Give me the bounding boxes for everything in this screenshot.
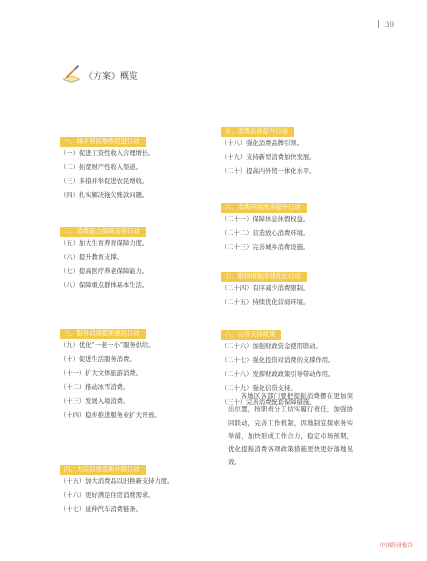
list-item: （六）提升教育支撑。: [60, 254, 123, 261]
list-item: （十六）更好满足住房消费需求。: [60, 492, 155, 499]
section-title: 三、服务消费提质惠民行动: [60, 329, 146, 339]
section-items: [60, 147, 220, 203]
page-number-divider: [378, 20, 379, 28]
list-item: （二十四）有序减少消费限制。: [221, 285, 310, 292]
list-item: （二十二）营造放心消费环境。: [221, 230, 310, 237]
list-item: （五）加大生育养育保障力度。: [60, 240, 149, 247]
list-item: （二十九）强化信贷支持。: [221, 385, 297, 392]
list-item: （二十八）发挥财政政策引导带动作用。: [221, 371, 335, 378]
section-items: [221, 137, 381, 179]
section-bulk-consumption: [60, 456, 220, 517]
section-items: [221, 213, 381, 255]
section-title: 二、消费能力保障支持行动: [60, 227, 146, 237]
section-income: [60, 128, 220, 203]
list-item: （十三）发展入境消费。: [60, 398, 130, 405]
list-item: （十九）支持新型消费加快发展。: [221, 154, 316, 161]
section-heading: [60, 64, 139, 86]
list-item: （十）促进生活服务消费。: [60, 356, 136, 363]
section-environment: [221, 194, 381, 255]
list-item: （二十一）保障休息休假权益。: [221, 216, 310, 223]
list-item: （二十三）完善城乡消费设施。: [221, 244, 310, 251]
section-quality: [221, 118, 381, 179]
section-items: [60, 475, 220, 517]
list-item: （二十）提高内外贸一体化水平。: [221, 168, 316, 175]
list-item: （十一）扩大文体旅游消费。: [60, 370, 142, 377]
section-title: 七、限制措施清理优化行动: [221, 272, 307, 282]
list-item: （十七）延伸汽车消费链条。: [60, 506, 142, 513]
list-item: （十四）稳步推进服务业扩大开放。: [60, 412, 161, 419]
section-restrictions: [221, 263, 381, 310]
heading-title: 《方案》概览: [84, 72, 139, 82]
list-item: （一）促进工资性收入合理增长。: [60, 150, 155, 157]
list-item: （二）拓宽财产性收入渠道。: [60, 164, 142, 171]
list-item: （八）保障重点群体基本生活。: [60, 282, 149, 289]
section-service-consumption: [60, 320, 220, 423]
section-consumption-ability: [60, 218, 220, 293]
section-title: 一、城乡居民增收促进行动: [60, 137, 146, 147]
list-item: （二十五）持续优化营商环境。: [221, 299, 310, 306]
closing-paragraph: 各地区各部门要把提振消费摆在更加突出位置，按职责分工切实履行责任，加强协同联动，完善工作机制，因地制宜探索务实举措，加快形成工作合力，稳定市场预期，优化提振消费各项政策措施更快更好落地见效。: [228, 393, 353, 467]
page-number: [378, 20, 394, 29]
list-item: （十二）推动冰雪消费。: [60, 384, 130, 391]
list-item: （七）提高医疗养老保障能力。: [60, 268, 149, 275]
pen-book-icon: [60, 64, 82, 84]
list-item: （二十六）加强财政资金使用联动。: [221, 343, 322, 350]
section-title: 八、完善支持政策: [221, 330, 281, 340]
list-item: （三）多措并举促进农民增收。: [60, 178, 149, 185]
footer-brand: 中国经济报告: [379, 543, 413, 549]
list-item: （二十七）强化投资对消费的支撑作用。: [221, 357, 335, 364]
section-title: 五、消费品质提升行动: [221, 127, 294, 137]
list-item: （三十）完善消费配套保障措施。: [221, 399, 316, 406]
section-items: [60, 339, 220, 423]
section-items: [60, 237, 220, 293]
list-item: （十八）强化消费品牌引领。: [221, 140, 303, 147]
page-number-text: 39: [385, 21, 394, 29]
section-title: 四、大宗消费更新升级行动: [60, 465, 146, 475]
list-item: （四）扎实解决拖欠账款问题。: [60, 192, 149, 199]
list-item: （十五）加大消费品以旧换新支持力度。: [60, 478, 174, 485]
section-title: 六、消费环境改善提升行动: [221, 203, 307, 213]
section-items: [221, 282, 381, 310]
list-item: （九）优化“一老一小”服务供给。: [60, 342, 155, 349]
